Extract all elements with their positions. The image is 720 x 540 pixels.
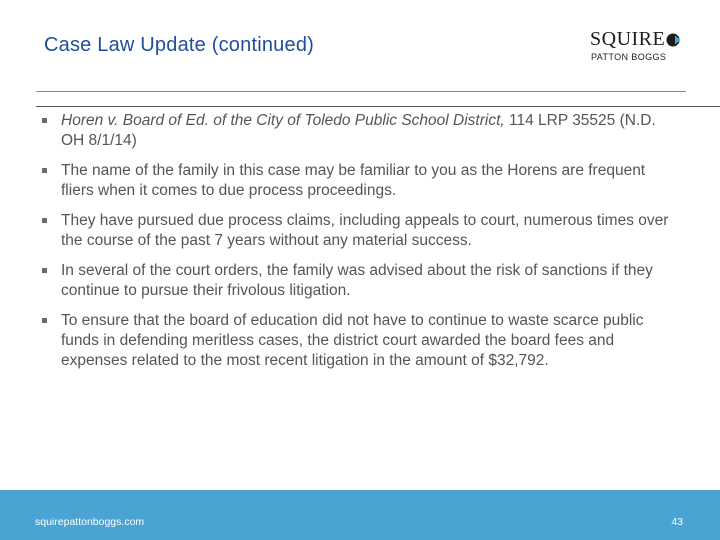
bullet-text: They have pursued due process claims, including appeals to court, numerous times over the course of the past 7 years without any material success. bbox=[61, 212, 669, 249]
bullet-text: 114 LRP 35525 (N.D. OH 8/1/14) bbox=[61, 112, 656, 149]
bullet-item bbox=[42, 111, 682, 151]
bullet-item bbox=[42, 211, 682, 251]
bullet-item bbox=[42, 311, 682, 371]
bullet-list bbox=[42, 111, 682, 381]
footer-url: squirepattonboggs.com bbox=[35, 516, 145, 528]
bullet-text: To ensure that the board of education did not have to continue to waste scarce public funds in defending meritless cases, the district court awarded the board fees and expenses related to the most recent litigation in the amount of $32,792. bbox=[61, 312, 644, 369]
logo-line-1: SQUIRE bbox=[590, 28, 666, 50]
slide-title: Case Law Update (continued) bbox=[44, 34, 314, 56]
logo-line-2: PATTON BOGGS bbox=[591, 52, 667, 62]
bullet-text: The name of the family in this case may be familiar to you as the Horens are frequent fliers when it comes to due process proceedings. bbox=[61, 162, 646, 199]
page-number: 43 bbox=[671, 516, 683, 528]
logo bbox=[590, 28, 690, 64]
case-citation: Horen v. Board of Ed. of the City of Toledo Public School District, bbox=[61, 112, 505, 129]
bullet-square-icon bbox=[42, 118, 47, 123]
title-divider bbox=[36, 91, 686, 92]
bullet-item bbox=[42, 261, 682, 301]
footer-bar bbox=[0, 490, 720, 540]
bullet-square-icon bbox=[42, 318, 47, 323]
logo-mark-icon bbox=[666, 32, 682, 48]
bullet-square-icon bbox=[42, 168, 47, 173]
bullet-item bbox=[42, 161, 682, 201]
bullet-square-icon bbox=[42, 268, 47, 273]
bullet-square-icon bbox=[42, 218, 47, 223]
content-divider bbox=[36, 106, 720, 107]
bullet-text: In several of the court orders, the family was advised about the risk of sanctions if they continue to pursue their frivolous litigation. bbox=[61, 262, 653, 299]
